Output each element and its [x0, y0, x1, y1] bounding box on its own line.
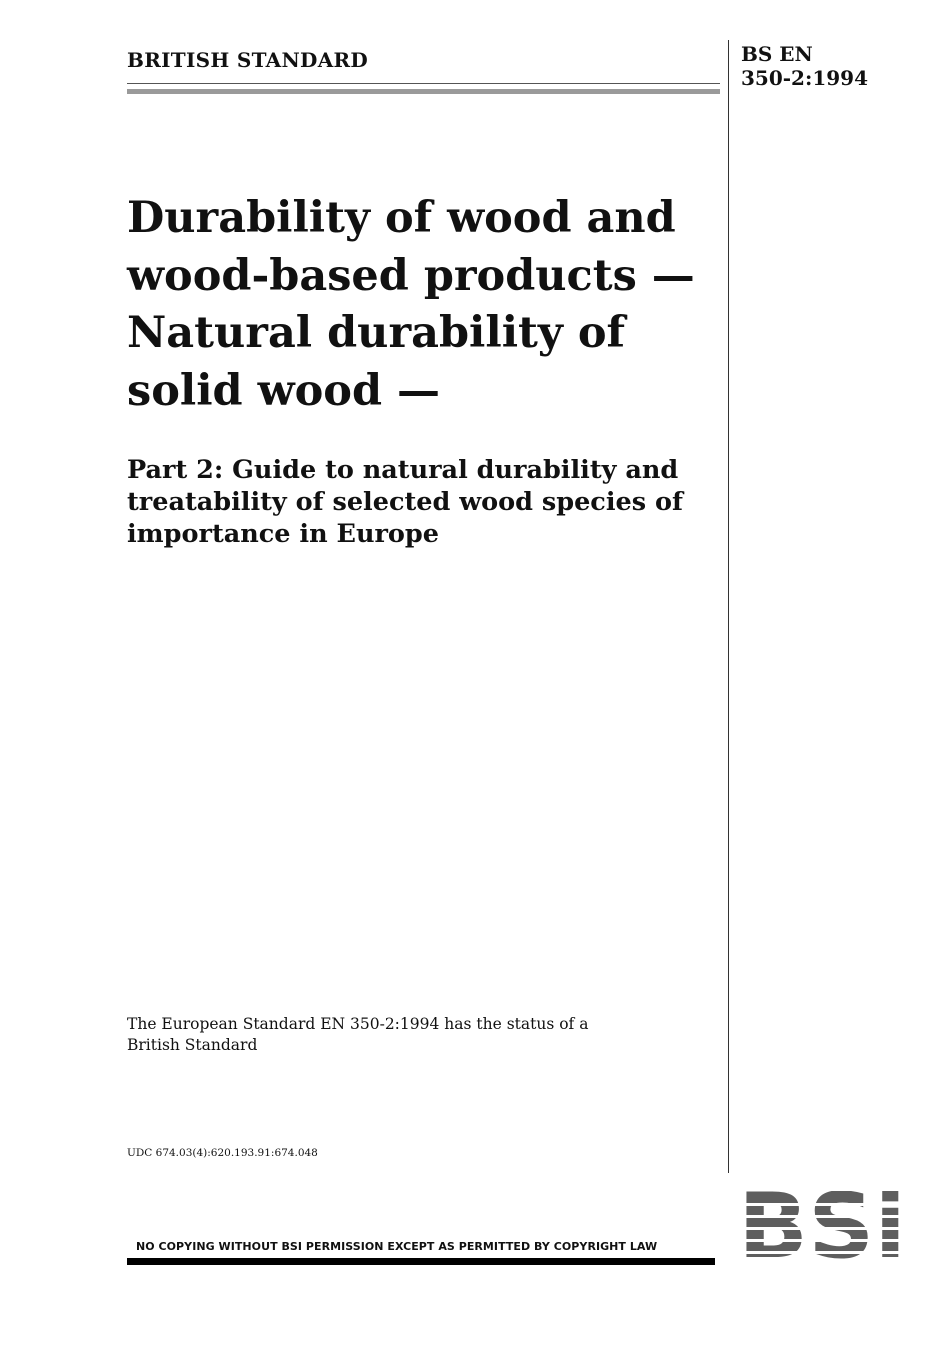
part-title [127, 454, 722, 550]
part-title-line: treatability of selected wood species of [127, 487, 683, 517]
vertical-divider [728, 40, 729, 1173]
status-line: British Standard [127, 1036, 258, 1054]
status-statement [127, 1014, 588, 1056]
bsi-logo-icon [738, 1191, 906, 1259]
standard-number-line: 350-2:1994 [741, 66, 869, 90]
footer-rule [127, 1258, 715, 1265]
header-rule-thin [127, 83, 720, 84]
main-title-line: Durability of wood and [127, 193, 676, 243]
main-title-line: solid wood — [127, 365, 441, 416]
udc-code: UDC 674.03(4):620.193.91:674.048 [127, 1147, 318, 1159]
header-rule-thick [127, 89, 720, 94]
main-title [127, 190, 722, 420]
part-title-line: Part 2: Guide to natural durability and [127, 455, 679, 485]
part-title-line: importance in Europe [127, 519, 439, 549]
copyright-notice: NO COPYING WITHOUT BSI PERMISSION EXCEPT AS PERMITTED BY COPYRIGHT LAW [136, 1240, 658, 1253]
status-line: The European Standard EN 350-2:1994 has the status of a [127, 1015, 589, 1033]
standard-number [741, 42, 868, 90]
header-label: BRITISH STANDARD [127, 48, 369, 72]
standard-number-line: BS EN [741, 42, 813, 66]
main-title-line: Natural durability of [127, 308, 626, 358]
main-title-line: wood-based products — [127, 250, 695, 301]
